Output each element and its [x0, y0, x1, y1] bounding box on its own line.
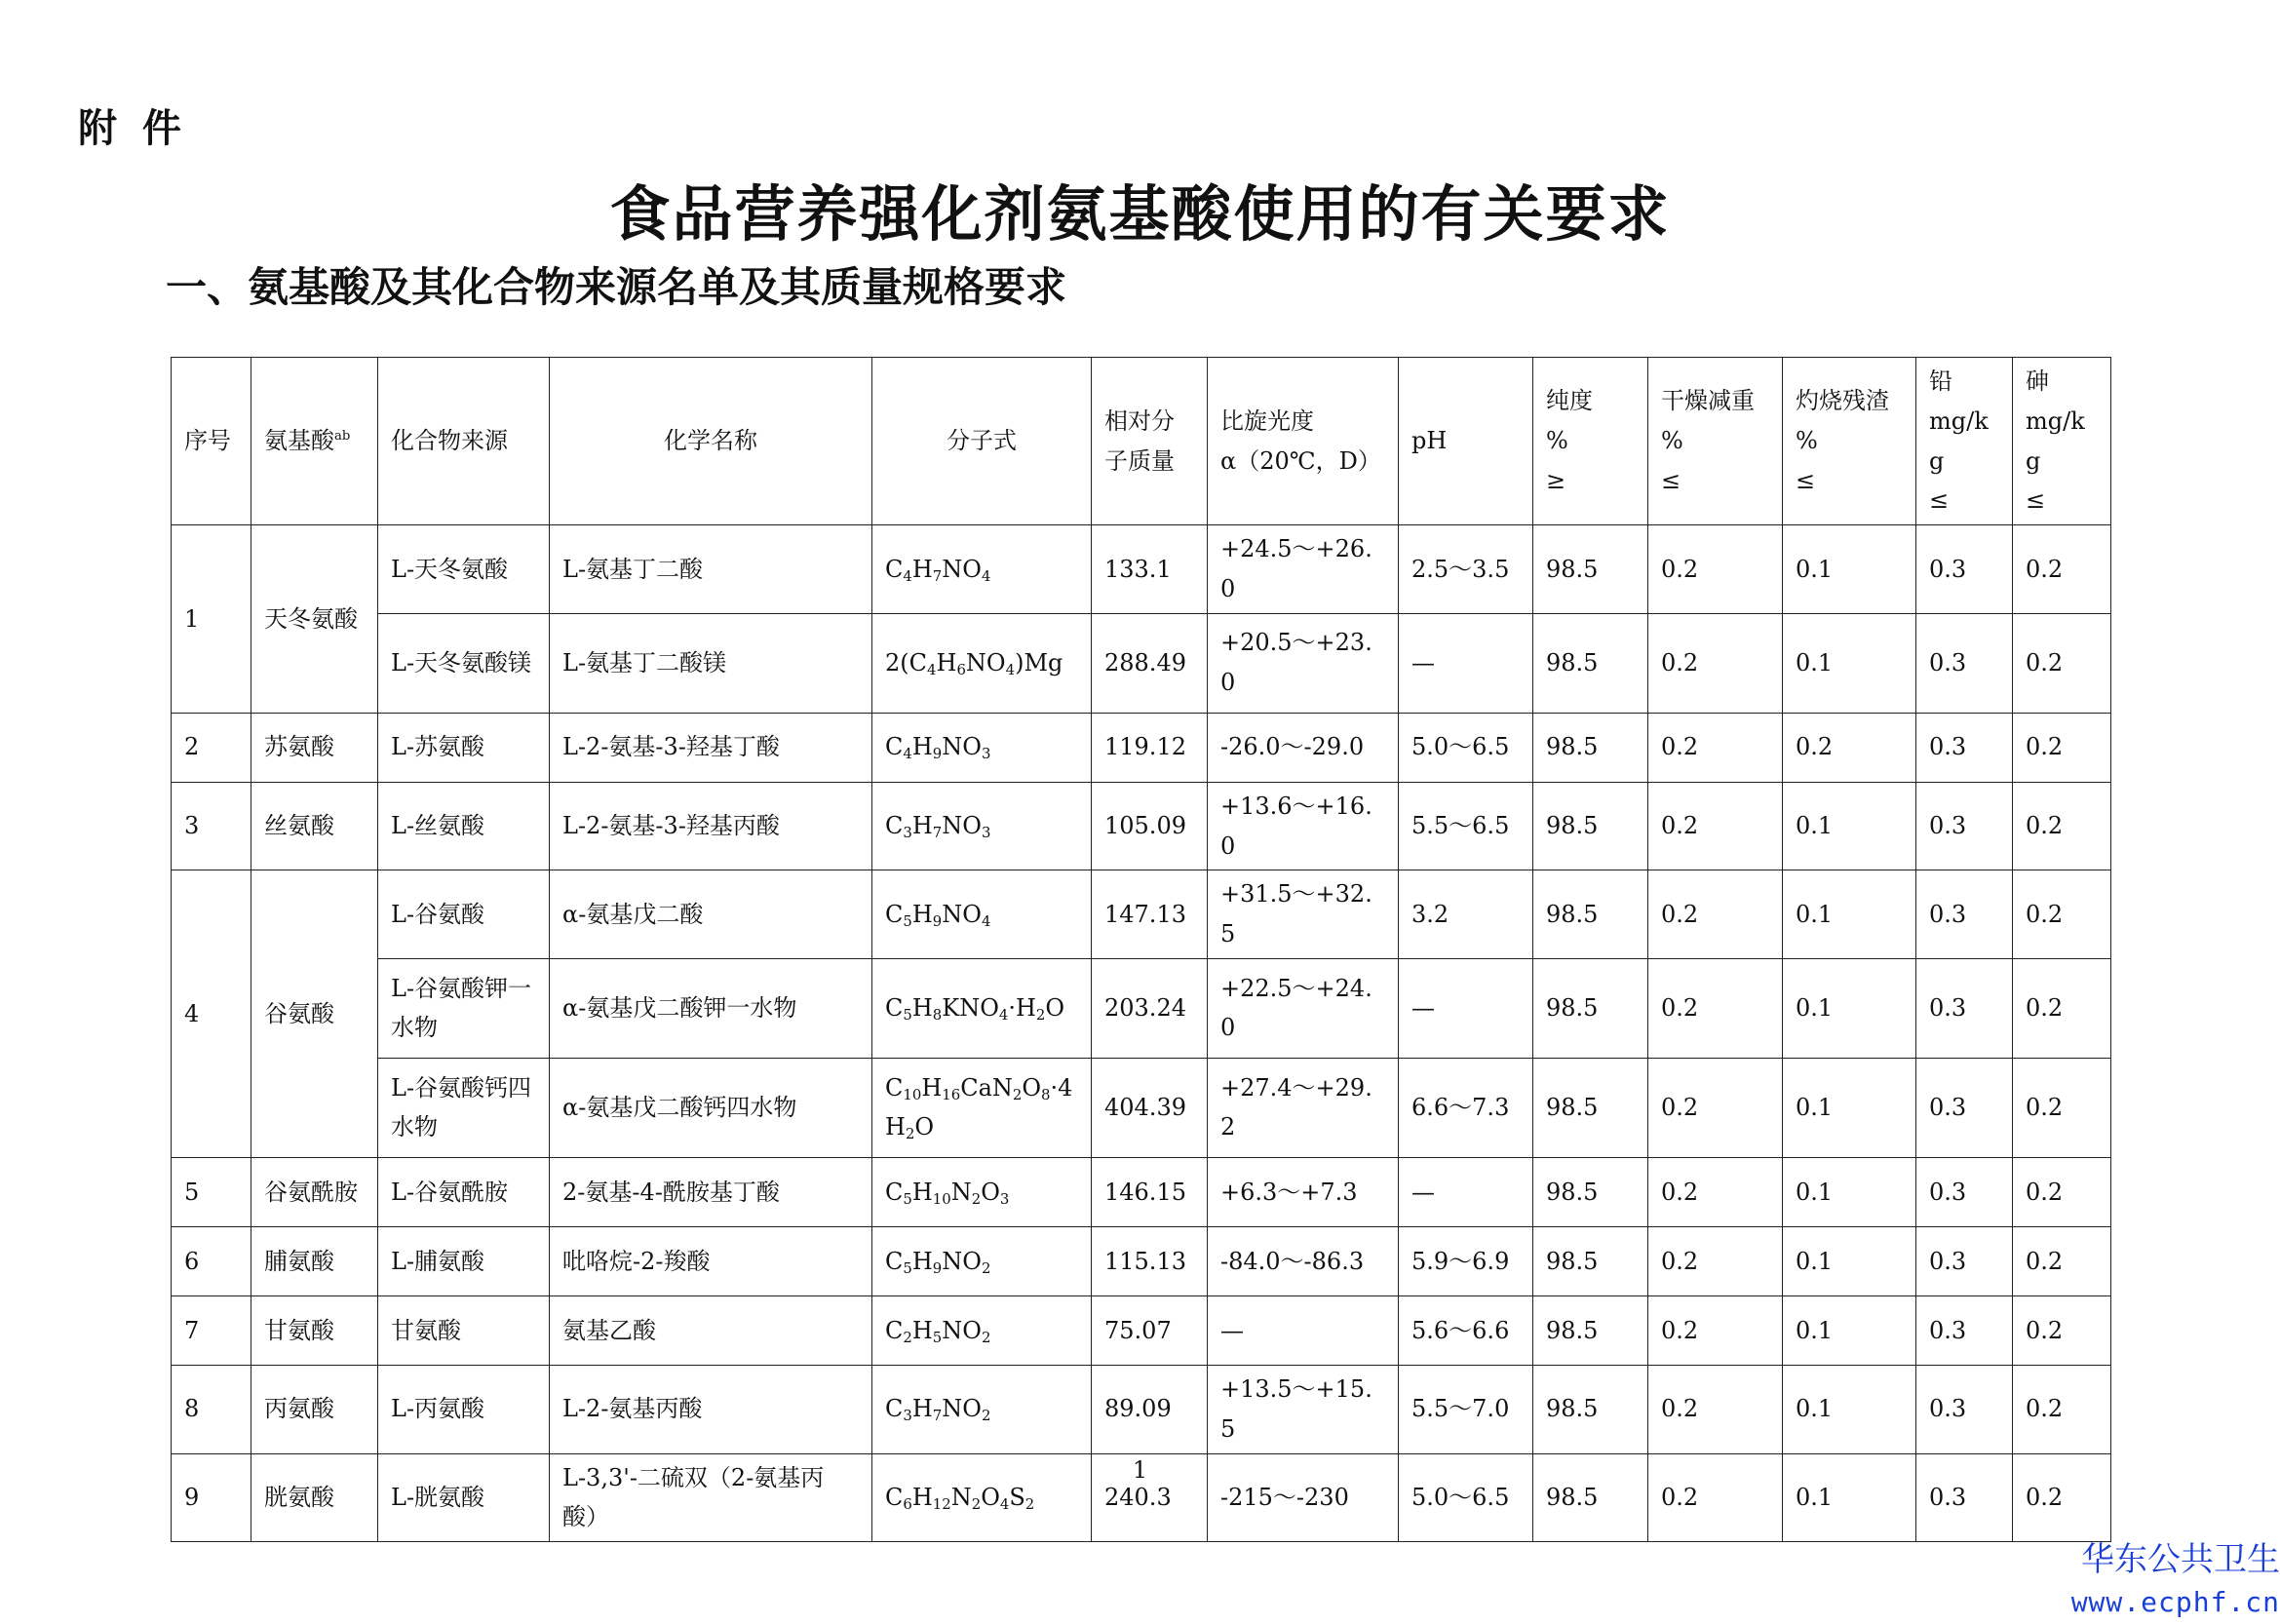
residue-on-ignition-cell: 0.1 — [1783, 1295, 1916, 1365]
residue-on-ignition-cell: 0.1 — [1783, 1157, 1916, 1226]
purity-cell: 98.5 — [1533, 1157, 1648, 1226]
loss-on-drying-cell: 0.2 — [1648, 870, 1783, 959]
loss-on-drying-cell: 0.2 — [1648, 1365, 1783, 1453]
residue-on-ignition-cell: 0.1 — [1783, 782, 1916, 870]
loss-on-drying-cell: 0.2 — [1648, 1157, 1783, 1226]
optical-rotation-cell: -84.0～-86.3 — [1208, 1226, 1399, 1295]
residue-on-ignition-cell: 0.1 — [1783, 1453, 1916, 1542]
arsenic-limit-cell: 0.2 — [2013, 1365, 2111, 1453]
chemical-name-cell: 吡咯烷-2-羧酸 — [550, 1226, 872, 1295]
loss-on-drying-cell: 0.2 — [1648, 1226, 1783, 1295]
table-row — [172, 1157, 2111, 1226]
sequence-number-cell: 9 — [172, 1453, 251, 1542]
section-heading: 一、氨基酸及其化合物来源名单及其质量规格要求 — [166, 263, 1067, 311]
formula-cell: $C_3H_7NO_2$ — [872, 1365, 1092, 1453]
table-row — [172, 870, 2111, 959]
compound-source-cell: L-谷氨酸钾一水物 — [378, 958, 550, 1058]
chemical-name-cell: L-氨基丁二酸 — [550, 525, 872, 614]
purity-cell: 98.5 — [1533, 782, 1648, 870]
purity-cell: 98.5 — [1533, 1295, 1648, 1365]
arsenic-limit-cell: 0.2 — [2013, 958, 2111, 1058]
compound-source-cell: L-丙氨酸 — [378, 1365, 550, 1453]
ph-cell: — — [1399, 958, 1533, 1058]
lead-limit-cell: 0.3 — [1916, 958, 2013, 1058]
amino-acid-cell: 丝氨酸 — [251, 782, 378, 870]
compound-source-cell: L-谷氨酰胺 — [378, 1157, 550, 1226]
compound-source-cell: L-天冬氨酸 — [378, 525, 550, 614]
loss-on-drying-cell: 0.2 — [1648, 613, 1783, 713]
residue-on-ignition-cell: 0.1 — [1783, 958, 1916, 1058]
chemical-name-cell: L-氨基丁二酸镁 — [550, 613, 872, 713]
lead-limit-cell: 0.3 — [1916, 1157, 2013, 1226]
residue-on-ignition-cell: 0.2 — [1783, 713, 1916, 782]
table-row — [172, 525, 2111, 614]
ph-cell: — — [1399, 1157, 1533, 1226]
header-formula: 分子式 — [872, 358, 1092, 525]
header-amino-acid: 氨基酸$^{ab}$ — [251, 358, 378, 525]
optical-rotation-cell: +22.5～+24.0 — [1208, 958, 1399, 1058]
amino-acid-cell: 脯氨酸 — [251, 1226, 378, 1295]
table-row — [172, 1365, 2111, 1453]
publisher-watermark — [2071, 1538, 2280, 1624]
compound-source-cell: L-胱氨酸 — [378, 1453, 550, 1542]
chemical-name-cell: α-氨基戊二酸 — [550, 870, 872, 959]
ph-cell: 5.5～7.0 — [1399, 1365, 1533, 1453]
table-row — [172, 613, 2111, 713]
compound-source-cell: L-谷氨酸 — [378, 870, 550, 959]
table-row — [172, 958, 2111, 1058]
loss-on-drying-cell: 0.2 — [1648, 525, 1783, 614]
formula-cell: $C_5H_{10}N_2O_3$ — [872, 1157, 1092, 1226]
header-loss-on-drying: 干燥减重 % ≤ — [1648, 358, 1783, 525]
formula-cell: $C_2H_5NO_2$ — [872, 1295, 1092, 1365]
molecular-weight-cell: 203.24 — [1092, 958, 1208, 1058]
header-source: 化合物来源 — [378, 358, 550, 525]
lead-limit-cell: 0.3 — [1916, 613, 2013, 713]
optical-rotation-cell: +31.5～+32.5 — [1208, 870, 1399, 959]
ph-cell: 2.5～3.5 — [1399, 525, 1533, 614]
chemical-name-cell: L-2-氨基丙酸 — [550, 1365, 872, 1453]
optical-rotation-cell: +6.3～+7.3 — [1208, 1157, 1399, 1226]
optical-rotation-cell: +27.4～+29.2 — [1208, 1058, 1399, 1157]
sequence-number-cell: 1 — [172, 525, 251, 714]
purity-cell: 98.5 — [1533, 613, 1648, 713]
arsenic-limit-cell: 0.2 — [2013, 1226, 2111, 1295]
chemical-name-cell: 2-氨基-4-酰胺基丁酸 — [550, 1157, 872, 1226]
table-row — [172, 1295, 2111, 1365]
ph-cell: 5.0～6.5 — [1399, 1453, 1533, 1542]
header-chemical-name: 化学名称 — [550, 358, 872, 525]
optical-rotation-cell: — — [1208, 1295, 1399, 1365]
chemical-name-cell: L-2-氨基-3-羟基丙酸 — [550, 782, 872, 870]
optical-rotation-cell: +20.5～+23.0 — [1208, 613, 1399, 713]
document-title: 食品营养强化剂氨基酸使用的有关要求 — [609, 178, 1671, 250]
molecular-weight-cell: 147.13 — [1092, 870, 1208, 959]
molecular-weight-cell: 105.09 — [1092, 782, 1208, 870]
lead-limit-cell: 0.3 — [1916, 1226, 2013, 1295]
compound-source-cell: L-丝氨酸 — [378, 782, 550, 870]
table-row — [172, 1226, 2111, 1295]
chemical-name-cell: L-3,3'-二硫双（2-氨基丙酸） — [550, 1453, 872, 1542]
arsenic-limit-cell: 0.2 — [2013, 1453, 2111, 1542]
formula-cell: $C_6H_{12}N_2O_4S_2$ — [872, 1453, 1092, 1542]
molecular-weight-cell: 133.1 — [1092, 525, 1208, 614]
compound-source-cell: L-脯氨酸 — [378, 1226, 550, 1295]
arsenic-limit-cell: 0.2 — [2013, 713, 2111, 782]
residue-on-ignition-cell: 0.1 — [1783, 525, 1916, 614]
amino-acid-cell: 苏氨酸 — [251, 713, 378, 782]
lead-limit-cell: 0.3 — [1916, 1295, 2013, 1365]
amino-acid-cell: 谷氨酰胺 — [251, 1157, 378, 1226]
purity-cell: 98.5 — [1533, 1365, 1648, 1453]
lead-limit-cell: 0.3 — [1916, 713, 2013, 782]
purity-cell: 98.5 — [1533, 1058, 1648, 1157]
arsenic-limit-cell: 0.2 — [2013, 1295, 2111, 1365]
chemical-name-cell: α-氨基戊二酸钙四水物 — [550, 1058, 872, 1157]
molecular-weight-cell: 115.13 — [1092, 1226, 1208, 1295]
chemical-name-cell: L-2-氨基-3-羟基丁酸 — [550, 713, 872, 782]
optical-rotation-cell: -215～-230 — [1208, 1453, 1399, 1542]
loss-on-drying-cell: 0.2 — [1648, 958, 1783, 1058]
formula-cell: $C_5H_9NO_2$ — [872, 1226, 1092, 1295]
table-row — [172, 782, 2111, 870]
loss-on-drying-cell: 0.2 — [1648, 1058, 1783, 1157]
lead-limit-cell: 0.3 — [1916, 782, 2013, 870]
molecular-weight-cell: 89.09 — [1092, 1365, 1208, 1453]
optical-rotation-cell: +13.5～+15.5 — [1208, 1365, 1399, 1453]
table-row — [172, 713, 2111, 782]
molecular-weight-cell: 119.12 — [1092, 713, 1208, 782]
optical-rotation-cell: +24.5～+26.0 — [1208, 525, 1399, 614]
formula-cell: $C_4H_9NO_3$ — [872, 713, 1092, 782]
ph-cell: 6.6～7.3 — [1399, 1058, 1533, 1157]
residue-on-ignition-cell: 0.1 — [1783, 613, 1916, 713]
sequence-number-cell: 8 — [172, 1365, 251, 1453]
formula-cell: $C_5H_8KNO_4\cdot H_2O$ — [872, 958, 1092, 1058]
arsenic-limit-cell: 0.2 — [2013, 613, 2111, 713]
optical-rotation-cell: -26.0～-29.0 — [1208, 713, 1399, 782]
purity-cell: 98.5 — [1533, 525, 1648, 614]
purity-cell: 98.5 — [1533, 958, 1648, 1058]
watermark-name: 华东公共卫生 — [2081, 1540, 2280, 1579]
header-ph: pH — [1399, 358, 1533, 525]
ph-cell: 5.9～6.9 — [1399, 1226, 1533, 1295]
page-number: 1 — [1132, 1456, 1148, 1484]
amino-acid-cell: 丙氨酸 — [251, 1365, 378, 1453]
compound-source-cell: L-苏氨酸 — [378, 713, 550, 782]
molecular-weight-cell: 146.15 — [1092, 1157, 1208, 1226]
amino-acid-cell: 胱氨酸 — [251, 1453, 378, 1542]
amino-acid-spec-table — [171, 357, 2111, 1542]
lead-limit-cell: 0.3 — [1916, 1058, 2013, 1157]
ph-cell: 5.0～6.5 — [1399, 713, 1533, 782]
loss-on-drying-cell: 0.2 — [1648, 1453, 1783, 1542]
sequence-number-cell: 3 — [172, 782, 251, 870]
sequence-number-cell: 4 — [172, 870, 251, 1158]
ph-cell: — — [1399, 613, 1533, 713]
residue-on-ignition-cell: 0.1 — [1783, 1226, 1916, 1295]
lead-limit-cell: 0.3 — [1916, 525, 2013, 614]
arsenic-limit-cell: 0.2 — [2013, 1058, 2111, 1157]
purity-cell: 98.5 — [1533, 1453, 1648, 1542]
compound-source-cell: L-谷氨酸钙四水物 — [378, 1058, 550, 1157]
molecular-weight-cell: 240.3 — [1092, 1453, 1208, 1542]
watermark-url: www.ecphf.cn — [2070, 1586, 2280, 1618]
chemical-name-cell: 氨基乙酸 — [550, 1295, 872, 1365]
molecular-weight-cell: 288.49 — [1092, 613, 1208, 713]
ph-cell: 5.5～6.5 — [1399, 782, 1533, 870]
arsenic-limit-cell: 0.2 — [2013, 525, 2111, 614]
header-arsenic: 砷 mg/kg ≤ — [2013, 358, 2111, 525]
residue-on-ignition-cell: 0.1 — [1783, 1058, 1916, 1157]
compound-source-cell: 甘氨酸 — [378, 1295, 550, 1365]
purity-cell: 98.5 — [1533, 713, 1648, 782]
header-molecular-weight: 相对分 子质量 — [1092, 358, 1208, 525]
table-header-row — [172, 358, 2111, 525]
molecular-weight-cell: 404.39 — [1092, 1058, 1208, 1157]
arsenic-limit-cell: 0.2 — [2013, 782, 2111, 870]
header-lead: 铅 mg/kg ≤ — [1916, 358, 2013, 525]
amino-acid-cell: 天冬氨酸 — [251, 525, 378, 714]
ph-cell: 5.6～6.6 — [1399, 1295, 1533, 1365]
lead-limit-cell: 0.3 — [1916, 870, 2013, 959]
table-row — [172, 1058, 2111, 1157]
header-footnote-marker: ab — [334, 428, 351, 444]
sequence-number-cell: 7 — [172, 1295, 251, 1365]
formula-cell: $C_3H_7NO_3$ — [872, 782, 1092, 870]
lead-limit-cell: 0.3 — [1916, 1453, 2013, 1542]
arsenic-limit-cell: 0.2 — [2013, 870, 2111, 959]
residue-on-ignition-cell: 0.1 — [1783, 1365, 1916, 1453]
formula-cell: $C_4H_7NO_4$ — [872, 525, 1092, 614]
header-optical-rotation: 比旋光度 α（20℃，D） — [1208, 358, 1399, 525]
chemical-name-cell: α-氨基戊二酸钾一水物 — [550, 958, 872, 1058]
loss-on-drying-cell: 0.2 — [1648, 713, 1783, 782]
molecular-weight-cell: 75.07 — [1092, 1295, 1208, 1365]
sequence-number-cell: 5 — [172, 1157, 251, 1226]
loss-on-drying-cell: 0.2 — [1648, 782, 1783, 870]
purity-cell: 98.5 — [1533, 870, 1648, 959]
sequence-number-cell: 2 — [172, 713, 251, 782]
arsenic-limit-cell: 0.2 — [2013, 1157, 2111, 1226]
purity-cell: 98.5 — [1533, 1226, 1648, 1295]
compound-source-cell: L-天冬氨酸镁 — [378, 613, 550, 713]
ph-cell: 3.2 — [1399, 870, 1533, 959]
header-seq: 序号 — [172, 358, 251, 525]
formula-cell: $2(C_4H_6NO_4)Mg$ — [872, 613, 1092, 713]
formula-cell: $C_{10}H_{16}CaN_2O_8\cdot 4H_2O$ — [872, 1058, 1092, 1157]
optical-rotation-cell: +13.6～+16.0 — [1208, 782, 1399, 870]
formula-cell: $C_5H_9NO_4$ — [872, 870, 1092, 959]
lead-limit-cell: 0.3 — [1916, 1365, 2013, 1453]
amino-acid-cell: 甘氨酸 — [251, 1295, 378, 1365]
sequence-number-cell: 6 — [172, 1226, 251, 1295]
amino-acid-cell: 谷氨酸 — [251, 870, 378, 1158]
residue-on-ignition-cell: 0.1 — [1783, 870, 1916, 959]
header-residue-on-ignition: 灼烧残渣 % ≤ — [1783, 358, 1916, 525]
loss-on-drying-cell: 0.2 — [1648, 1295, 1783, 1365]
header-purity: 纯度 % ≥ — [1533, 358, 1648, 525]
attachment-label: 附 件 — [78, 106, 187, 151]
